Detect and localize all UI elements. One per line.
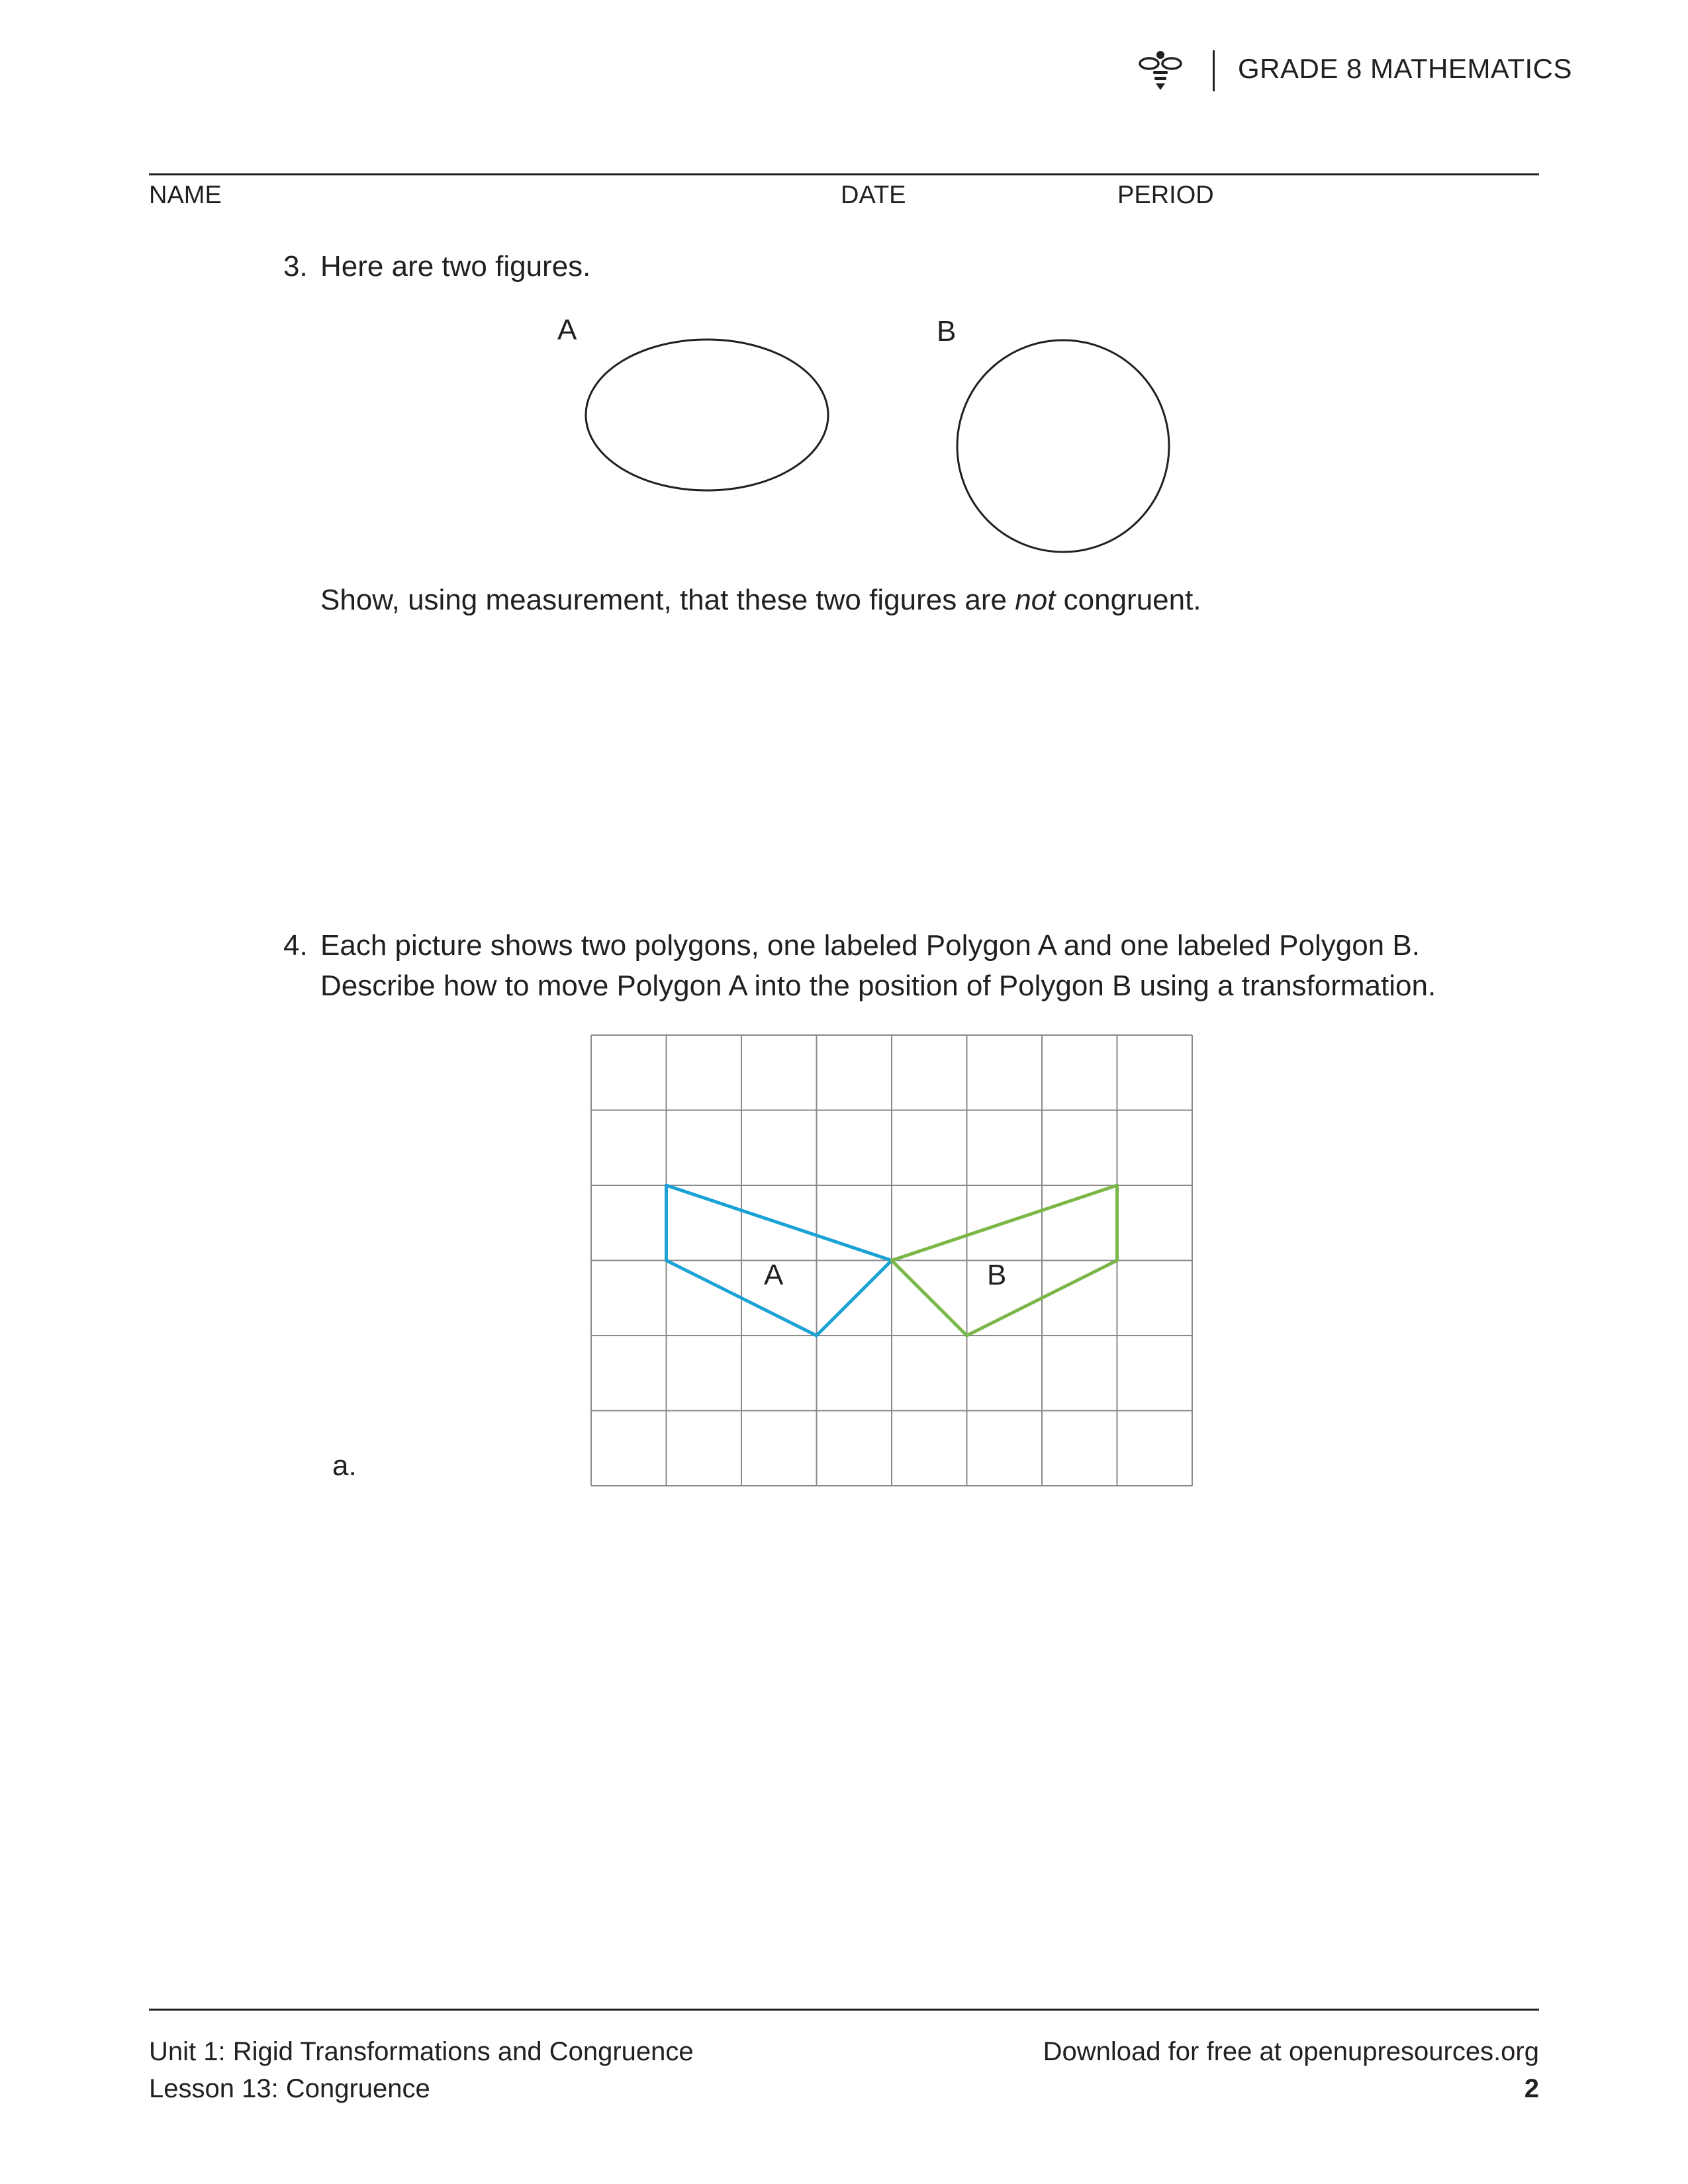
footer-unit: Unit 1: Rigid Transformations and Congruence	[149, 2037, 694, 2066]
period-label: PERIOD	[1117, 181, 1214, 209]
instruction-emphasis: not	[1015, 584, 1056, 616]
instruction-part-2: congruent.	[1055, 584, 1201, 616]
date-label: DATE	[841, 181, 906, 209]
question-4-line-1: Each picture shows two polygons, one labeled Polygon A and one labeled Polygon B.	[320, 929, 1420, 962]
course-title: GRADE 8 MATHEMATICS	[1238, 53, 1572, 84]
question-4-number: 4.	[283, 929, 308, 962]
figure-a-label: A	[557, 314, 577, 346]
question-3-number: 3.	[283, 250, 308, 283]
figure-b-label: B	[937, 315, 957, 347]
part-a-label: a.	[332, 1449, 357, 1482]
name-label: NAME	[149, 181, 222, 209]
page-number: 2	[1524, 2074, 1539, 2103]
polygon-b-label: B	[987, 1259, 1007, 1291]
polygon-a-label: A	[764, 1259, 784, 1291]
footer-download-link[interactable]: Download for free at openupresources.org	[1043, 2037, 1539, 2066]
question-4-line-2: Describe how to move Polygon A into the position of Polygon B using a transformation.	[320, 970, 1436, 1002]
instruction-part-1: Show, using measurement, that these two figures are	[320, 584, 1015, 616]
question-3-prompt: Here are two figures.	[320, 250, 591, 283]
footer-lesson: Lesson 13: Congruence	[149, 2074, 430, 2103]
footer-line	[149, 2009, 1539, 2011]
